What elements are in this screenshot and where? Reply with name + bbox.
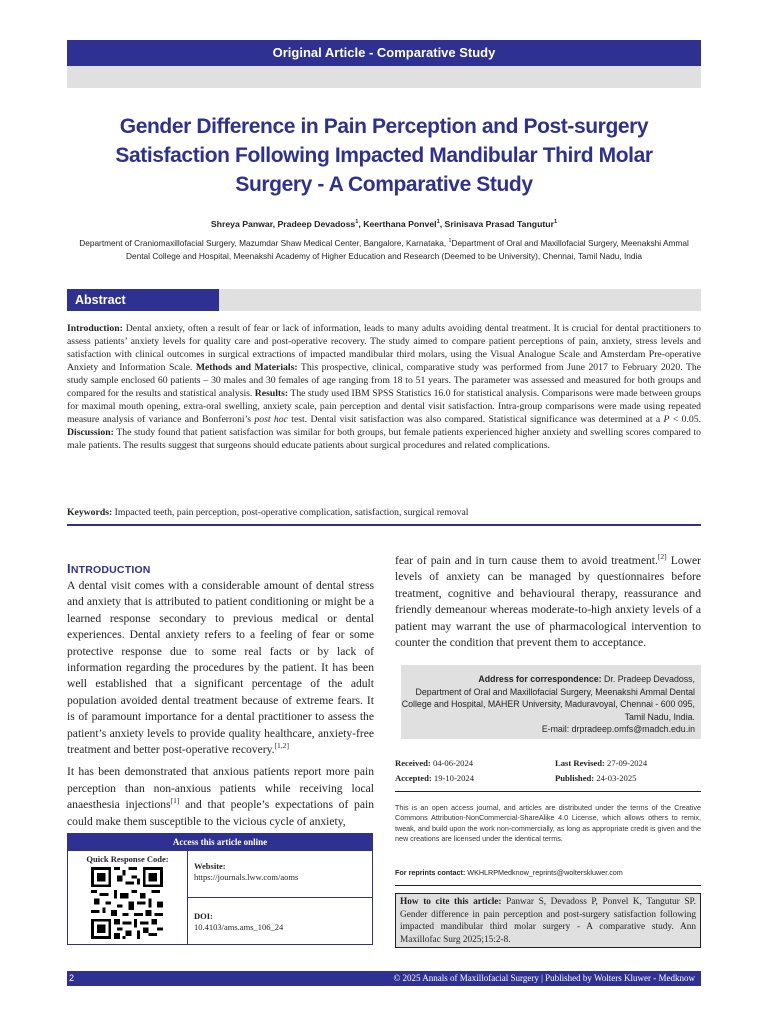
header-gray-bar: [67, 66, 701, 88]
how-to-cite-box: How to cite this article: Panwar S, Devadoss P, Ponvel K, Tangutur SP. Gender difference in pain perception and post-surgery satisfaction following impacted mandibular third molar surgery - A comparative study. Ann Maxillofac Surg 2025;15:2-8.: [395, 893, 701, 948]
access-box-heading: Access this article online: [68, 834, 372, 851]
section-divider: [67, 524, 701, 526]
article-title: [90, 112, 678, 199]
website-cell: [188, 851, 372, 898]
article-type-banner: Original Article - Comparative Study: [67, 40, 701, 66]
reprints-contact: For reprints contact: WKHLRPMedknow_reprints@wolterskluwer.com: [395, 868, 623, 877]
dates-divider: [395, 791, 701, 792]
introduction-heading: INTRODUCTION: [67, 561, 151, 576]
doi-label: DOI:: [194, 911, 213, 921]
abstract-body: Introduction: Dental anxiety, often a result of fear or lack of information, leads to many adults avoiding dental treatment. It is crucial for dental practitioners to assess patients’ anxiety levels for quality care and post-operative recovery. The study aimed to compare patient perceptions of pain, anxiety, stress levels and satisfaction with clinical outcomes in surgical extractions of impacted mandibular third molars, using the Visual Analogue Scale and Amsterdam Pre-operative Anxiety and Information Scale. Methods and Materials: This prospective, clinical, comparative study was performed from June 2017 to February 2020. The study sample enclosed 60 patients – 30 males and 30 females of age ranging from 18 to 51 years. The parameter was assessed and measured for both groups and compared for the results and statistical analysis. Results: The study used IBM SPSS Statistics 16.0 for statistical analysis. Comparisons were made between groups for maximal mouth opening, extra-oral swelling, anxiety scale, pain perception and dental visit satisfaction. Intra-group comparisons were made using repeated measure analysis of variance and Bonferroni’s post hoc test. Dental visit satisfaction was also compared. Statistical significance was determined at a P < 0.05. Discussion: The study found that patient satisfaction was similar for both groups, but female patients experienced higher anxiety and swelling scores compared to male patients. The results suggest that surgeons should educate patients about surgical procedures and related complications.: [67, 323, 702, 451]
website-label: Website:: [194, 861, 226, 871]
article-dates: [395, 756, 701, 786]
website-link[interactable]: https://journals.lww.com/aoms: [194, 872, 299, 882]
license-text: This is an open access journal, and articles are distributed under the terms of the Creative Commons Attribution-NonCommercial-ShareAlike 4.0 License, which allows others to remix, tweak, and build upon the work non-commercially, as long as appropriate credit is given and the new creations are licensed under the identical terms.: [395, 803, 701, 843]
abstract-header-bar: [67, 289, 701, 311]
doi-link[interactable]: 10.4103/ams.ams_106_24: [194, 922, 284, 932]
title-line-3: Surgery - A Comparative Study: [235, 173, 533, 196]
qr-label: Quick Response Code:: [86, 854, 169, 864]
footer-copyright: © 2025 Annals of Maxillofacial Surgery | Published by Wolters Kluwer - Medknow: [393, 973, 695, 983]
left-column-text: [67, 578, 374, 836]
doi-cell: [188, 898, 372, 945]
right-column-text: [395, 553, 701, 657]
affiliations: Department of Craniomaxillofacial Surgery, Mazumdar Shaw Medical Center, Bangalore, Karnataka, $^1$Department of Oral and Maxillofacial Surgery, Meenakshi Ammal Dental College and Hospital, Meenakshi Academy of Higher Education and Research (Deemed to be University), Chennai, Tamil Nadu, India: [79, 238, 689, 261]
correspondence-box: Address for correspondence: Dr. Pradeep Devadoss, Department of Oral and Maxillofacial Surgery, Meenakshi Ammal Dental College and Hospital, MAHER University, Maduravoyal, Chennai - 600 095, Tamil Nadu, India. E-mail: drpradeep.omfs@madch.edu.in: [395, 665, 701, 739]
access-article-box: [67, 833, 373, 945]
published-date: Published: 24-03-2025: [555, 773, 637, 783]
correspondence-email[interactable]: E-mail: drpradeep.omfs@madch.edu.in: [541, 724, 695, 734]
reprints-divider: [395, 885, 701, 886]
accepted-date: Accepted: 19-10-2024: [395, 773, 474, 783]
abstract-heading: Abstract: [67, 289, 219, 311]
revised-date: Last Revised: 27-09-2024: [555, 758, 648, 768]
qr-cell: [68, 851, 188, 945]
intro-paragraph-2: It has been demonstrated that anxious patients report more pain perception than non-anxious patients while receiving local anaesthesia injections[1] and that people’s expectations of pain could make them susceptible to the vicious cycle of anxiety,: [67, 765, 374, 828]
qr-code-icon[interactable]: [91, 867, 163, 939]
intro-paragraph-3: fear of pain and in turn cause them to avoid treatment.[2] Lower levels of anxiety can be managed by questionnaires before treatment, cognitive and behavioural therapy, reassurance and friendly demeanour whereas moderate-to-high anxiety levels of a patient may warrant the use of pharmacological intervention to counter the condition that prevent them to acceptance.: [395, 552, 701, 650]
title-line-2: Satisfaction Following Impacted Mandibular Third Molar: [115, 144, 653, 167]
keywords: Keywords: Impacted teeth, pain perception, post-operative complication, satisfaction, surgical removal: [67, 507, 469, 518]
author-list: Shreya Panwar, Pradeep Devadoss$^1$, Keerthana Ponvel$^1$, Srinisava Prasad Tangutur$^1$: [210, 219, 558, 229]
intro-paragraph-1: A dental visit comes with a considerable amount of dental stress and anxiety that is attributed to patient conditioning or might be a learned response secondary to previous medical or dental experiences. Dental anxiety refers to a feeling of fear or some protective response due to some real facts or by lack of information regarding the procedures by the patient. It has been well established that a significant percentage of the adult population avoided dental treatment because of extreme fears. It is of paramount importance for a dental practitioner to assess the patient’s anxiety levels to provide quality healthcare, anxiety-free treatment and better post-operative recovery.[1,2]: [67, 579, 374, 757]
title-line-1: Gender Difference in Pain Perception and Post-surgery: [119, 115, 649, 138]
received-date: Received: 04-06-2024: [395, 758, 474, 768]
page-number: 2: [69, 973, 75, 983]
page-footer: [67, 971, 701, 986]
